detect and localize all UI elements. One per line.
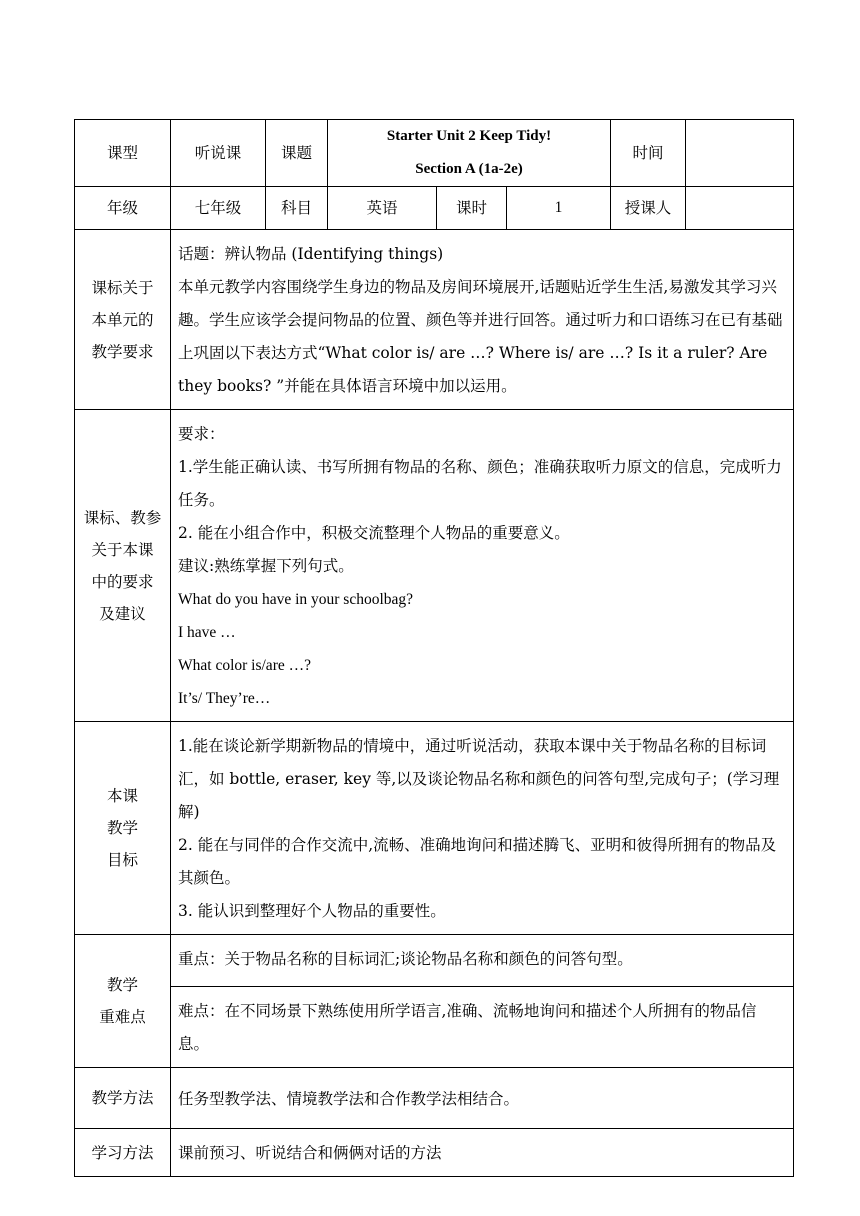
standards-unit-topic: 话题：辨认物品 (Identifying things) (178, 245, 444, 263)
objective-3: 3. 能认识到整理好个人物品的重要性。 (178, 902, 446, 920)
standards-unit-description: 本单元教学内容围绕学生身边的物品及房间环境展开,话题贴近学生生活,易激发其学习兴趣。学生应该学会提问物品的位置、颜色等并进行回答。通过听力和口语练习在已有基础上巩固以下表达方式“What color is/ are …? Where is/ are …? Is it a ruler? Are they books? ”并能在具体语言环境中加以运用。 (178, 278, 783, 395)
standards-lesson-label: 课标、教参 关于本课 中的要求 及建议 (75, 410, 171, 722)
subject-value: 英语 (328, 187, 437, 230)
lesson-plan-table (74, 119, 794, 1177)
objectives-label: 本课 教学 目标 (75, 722, 171, 935)
learning-method-label: 学习方法 (75, 1129, 171, 1177)
header-row-2 (75, 187, 794, 230)
grade-label: 年级 (75, 187, 171, 230)
time-label: 时间 (611, 120, 686, 187)
key-points-label: 教学 重难点 (75, 935, 171, 1068)
key-points-row-2 (75, 987, 794, 1068)
topic-line-1: Starter Unit 2 Keep Tidy! (386, 128, 552, 144)
teaching-method-value: 任务型教学法、情境教学法和合作教学法相结合。 (171, 1068, 794, 1129)
subject-label: 科目 (266, 187, 328, 230)
sentence-pattern-2: I have … (178, 624, 236, 641)
teacher-value (686, 187, 794, 230)
requirements-heading: 要求： (178, 425, 225, 443)
requirement-1: 1.学生能正确认读、书写所拥有物品的名称、颜色；准确获取听力原文的信息，完成听力任务。 (178, 458, 782, 509)
suggestion-heading: 建议:熟练掌握下列句式。 (178, 557, 354, 575)
time-value (686, 120, 794, 187)
key-points-focus: 重点：关于物品名称的目标词汇;谈论物品名称和颜色的问答句型。 (171, 935, 794, 987)
period-label: 课时 (437, 187, 507, 230)
sentence-pattern-1: What do you have in your schoolbag? (178, 591, 414, 608)
standards-unit-label: 课标关于 本单元的 教学要求 (75, 230, 171, 410)
requirement-2: 2. 能在小组合作中，积极交流整理个人物品的重要意义。 (178, 524, 570, 542)
period-value: 1 (507, 187, 611, 230)
objectives-row (75, 722, 794, 935)
objective-2: 2. 能在与同伴的合作交流中,流畅、准确地询问和描述腾飞、亚明和彼得所拥有的物品及其颜色。 (178, 836, 777, 887)
standards-unit-content (171, 230, 794, 410)
teaching-method-row (75, 1068, 794, 1129)
teacher-label: 授课人 (611, 187, 686, 230)
sentence-pattern-3: What color is/are …? (178, 657, 311, 674)
objectives-content (171, 722, 794, 935)
grade-value: 七年级 (171, 187, 266, 230)
topic-line-2: Section A (1a-2e) (415, 161, 523, 177)
topic-label: 课题 (266, 120, 328, 187)
type-label: 课型 (75, 120, 171, 187)
standards-lesson-row (75, 410, 794, 722)
standards-lesson-content (171, 410, 794, 722)
standards-unit-row (75, 230, 794, 410)
key-points-row-1 (75, 935, 794, 987)
objective-1: 1.能在谈论新学期新物品的情境中，通过听说活动，获取本课中关于物品名称的目标词汇，如 bottle, eraser, key 等,以及谈论物品名称和颜色的问答句型,完成句子；(学习理解) (178, 737, 780, 821)
type-value: 听说课 (171, 120, 266, 187)
learning-method-value: 课前预习、听说结合和俩俩对话的方法 (171, 1129, 794, 1177)
topic-value (328, 120, 611, 187)
key-points-difficulty: 难点：在不同场景下熟练使用所学语言,准确、流畅地询问和描述个人所拥有的物品信息。 (171, 987, 794, 1068)
sentence-pattern-4: It’s/ They’re… (178, 690, 271, 707)
learning-method-row (75, 1129, 794, 1177)
header-row-1 (75, 120, 794, 187)
teaching-method-label: 教学方法 (75, 1068, 171, 1129)
